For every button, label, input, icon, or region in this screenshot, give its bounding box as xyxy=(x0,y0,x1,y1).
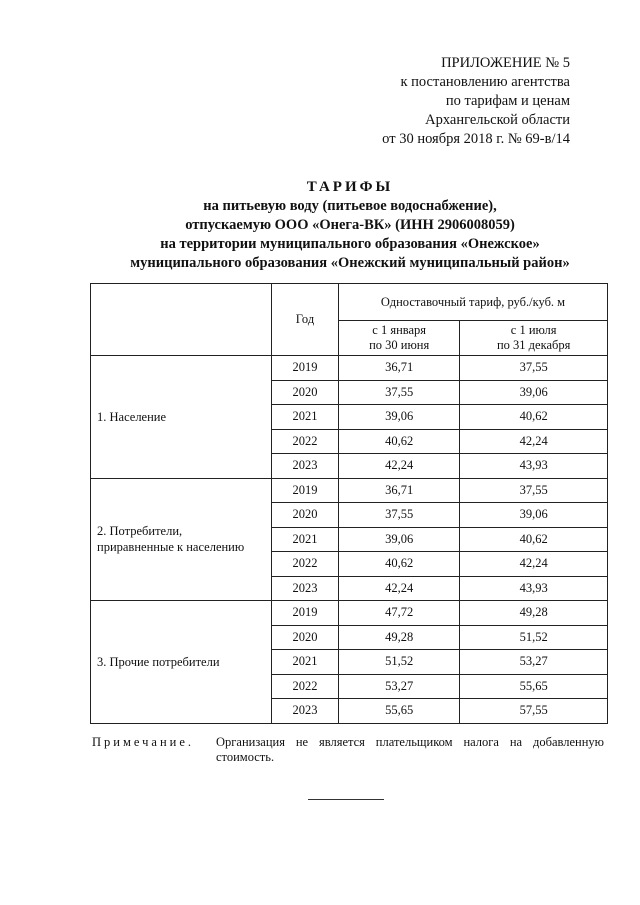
tariff-h1-cell: 37,55 xyxy=(339,503,460,528)
year-cell: 2022 xyxy=(272,429,339,454)
year-cell: 2021 xyxy=(272,405,339,430)
tariff-h1-cell: 40,62 xyxy=(339,552,460,577)
note-text: Организация не является плательщиком налога на добавленную стоимость. xyxy=(216,735,604,764)
tariff-h2-cell: 57,55 xyxy=(460,699,608,724)
tariff-h1-cell: 47,72 xyxy=(339,601,460,626)
header-year: Год xyxy=(272,284,339,356)
appendix-header xyxy=(310,54,570,149)
title-line-3: на территории муниципального образования «Онежское» xyxy=(160,236,540,252)
tariff-h2-cell: 42,24 xyxy=(460,552,608,577)
tariff-h2-cell: 37,55 xyxy=(460,478,608,503)
title-line-1: на питьевую воду (питьевое водоснабжение), xyxy=(203,198,497,214)
tariff-h1-cell: 39,06 xyxy=(339,405,460,430)
category-cell: 3. Прочие потребители xyxy=(91,601,272,724)
year-cell: 2020 xyxy=(272,503,339,528)
appendix-ref-line-3: Архангельской области xyxy=(425,112,570,128)
year-cell: 2019 xyxy=(272,478,339,503)
appendix-ref-line-2: по тарифам и ценам xyxy=(445,93,570,109)
table-row xyxy=(91,601,608,626)
tariff-h1-cell: 55,65 xyxy=(339,699,460,724)
tariff-table xyxy=(90,283,608,724)
tariff-h2-cell: 49,28 xyxy=(460,601,608,626)
table-row xyxy=(91,478,608,503)
tariff-h2-cell: 40,62 xyxy=(460,405,608,430)
tariff-h2-cell: 53,27 xyxy=(460,650,608,675)
main-title: ТАРИФЫ xyxy=(306,179,394,195)
year-cell: 2023 xyxy=(272,454,339,479)
tariff-h2-cell: 37,55 xyxy=(460,356,608,381)
table-body xyxy=(91,356,608,724)
tariff-h1-cell: 53,27 xyxy=(339,674,460,699)
appendix-date: от 30 ноября 2018 г. № 69-в/14 xyxy=(382,131,570,147)
tariff-h2-cell: 39,06 xyxy=(460,380,608,405)
tariff-h1-cell: 40,62 xyxy=(339,429,460,454)
header-tariff: Одноставочный тариф, руб./куб. м xyxy=(339,284,608,321)
tariff-h2-cell: 51,52 xyxy=(460,625,608,650)
title-line-2: отпускаемую ООО «Онега-ВК» (ИНН 2906008059) xyxy=(185,217,515,233)
category-cell: 1. Население xyxy=(91,356,272,479)
table-row xyxy=(91,356,608,381)
year-cell: 2020 xyxy=(272,625,339,650)
year-cell: 2021 xyxy=(272,650,339,675)
header-period-1 xyxy=(339,321,460,356)
note-label: Примечание. xyxy=(92,735,195,749)
tariff-h1-cell: 36,71 xyxy=(339,478,460,503)
tariff-h2-cell: 55,65 xyxy=(460,674,608,699)
header-period-2-text: с 1 июля по 31 декабря xyxy=(496,323,571,352)
header-period-1-text: с 1 января по 30 июня xyxy=(369,323,430,352)
tariff-h1-cell: 42,24 xyxy=(339,454,460,479)
tariff-h2-cell: 39,06 xyxy=(460,503,608,528)
tariff-h2-cell: 42,24 xyxy=(460,429,608,454)
closing-rule xyxy=(308,799,384,800)
year-cell: 2023 xyxy=(272,576,339,601)
year-cell: 2020 xyxy=(272,380,339,405)
header-period-2 xyxy=(460,321,608,356)
year-cell: 2022 xyxy=(272,552,339,577)
year-cell: 2019 xyxy=(272,601,339,626)
appendix-ref-line-1: к постановлению агентства xyxy=(400,74,570,90)
tariff-h1-cell: 42,24 xyxy=(339,576,460,601)
tariff-h1-cell: 49,28 xyxy=(339,625,460,650)
tariff-h2-cell: 43,93 xyxy=(460,576,608,601)
year-cell: 2021 xyxy=(272,527,339,552)
tariff-h2-cell: 43,93 xyxy=(460,454,608,479)
appendix-number: ПРИЛОЖЕНИЕ № 5 xyxy=(441,55,570,71)
year-cell: 2022 xyxy=(272,674,339,699)
category-cell: 2. Потребители, приравненные к населению xyxy=(91,478,272,601)
tariff-h1-cell: 51,52 xyxy=(339,650,460,675)
document-title xyxy=(40,178,640,273)
year-cell: 2023 xyxy=(272,699,339,724)
header-category xyxy=(91,284,272,356)
tariff-h1-cell: 37,55 xyxy=(339,380,460,405)
tariff-h1-cell: 39,06 xyxy=(339,527,460,552)
title-line-4: муниципального образования «Онежский муниципальный район» xyxy=(130,255,570,271)
tariff-h2-cell: 40,62 xyxy=(460,527,608,552)
year-cell: 2019 xyxy=(272,356,339,381)
tariff-h1-cell: 36,71 xyxy=(339,356,460,381)
